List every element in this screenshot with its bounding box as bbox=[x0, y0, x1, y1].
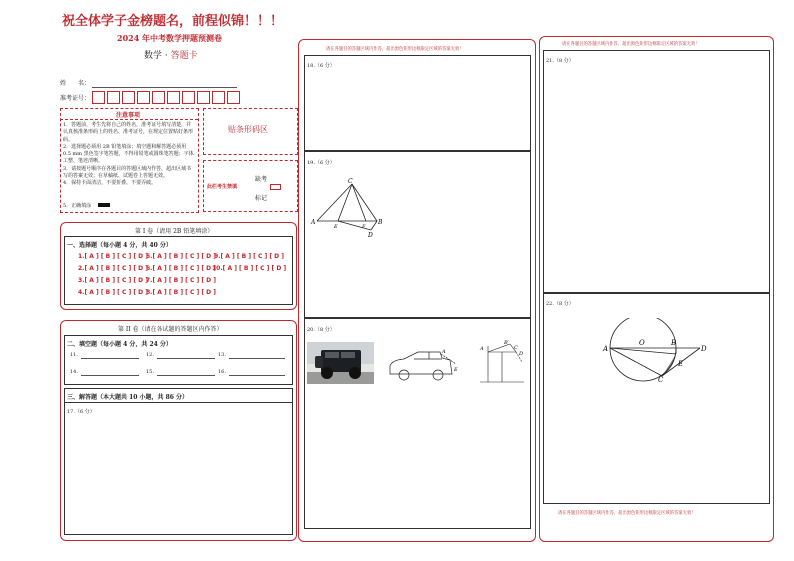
fig20-label-C: C bbox=[514, 345, 518, 351]
part1-title: 第 I 卷（请用 2B 铅笔填涂） bbox=[135, 228, 214, 235]
fill-label-11: 11. bbox=[70, 352, 78, 358]
fig20-label-Bprime: B′ bbox=[504, 340, 509, 346]
fig22-label-O: O bbox=[639, 339, 645, 347]
fill-label-13: 13. bbox=[218, 352, 226, 358]
figure-20 bbox=[478, 338, 528, 386]
choice-q1[interactable]: 1.[ A ] [ B ] [ C ] [ D ] bbox=[78, 253, 148, 260]
exam-title: 2024 年中考数学押题预测卷 bbox=[117, 33, 223, 43]
choice-q8[interactable]: 8.[ A ] [ B ] [ C ] [ D ] bbox=[146, 289, 216, 296]
choice-section-title: 一、选择题（每小题 4 分，共 40 分） bbox=[67, 242, 172, 249]
choice-row[interactable] bbox=[214, 253, 284, 260]
choice-q4[interactable]: 4.[ A ] [ B ] [ C ] [ D ] bbox=[78, 289, 148, 296]
choice-row[interactable] bbox=[78, 277, 148, 284]
fill-blank-11[interactable] bbox=[81, 358, 139, 359]
choice-q6[interactable]: 6.[ A ] [ B ] [ C ] [ D ] bbox=[146, 265, 216, 272]
fig20-label-D: D bbox=[519, 351, 524, 357]
choice-q7[interactable]: 7.[ A ] [ B ] [ C ] [ D ] bbox=[146, 277, 216, 284]
fig19-label-A: A bbox=[311, 219, 316, 226]
choice-q2[interactable]: 2.[ A ] [ B ] [ C ] [ D ] bbox=[78, 265, 148, 272]
q18-label: 18.（6 分） bbox=[307, 63, 335, 69]
fig22-label-E: E bbox=[678, 360, 684, 368]
figure-19 bbox=[310, 176, 385, 238]
solve-section-title: 三、解答题（本大题共 10 小题，共 86 分） bbox=[67, 394, 189, 401]
fill-blank-14[interactable] bbox=[81, 375, 139, 376]
fig19-label-D: D bbox=[368, 232, 373, 238]
fig19-label-B: B bbox=[378, 219, 383, 226]
note-item: 3．请按题号顺序在各题目的答题区域内作答，超出区域书写的答案无效；在草稿纸、试题卷上答题无效。 bbox=[63, 165, 192, 180]
note-item: 1．答题前，考生先将自己的姓名，准考证号填写清楚，并认真核准条形码上的姓名、准考证号，在规定位置贴好条形码。 bbox=[63, 122, 194, 143]
fig22-label-B: B bbox=[671, 339, 677, 347]
note-item: 4．保持卡面清洁，不要折叠、不要弄破。 bbox=[63, 180, 157, 187]
choice-row[interactable] bbox=[146, 265, 216, 272]
fill-blank-15[interactable] bbox=[157, 375, 215, 376]
fig20-label-A: A bbox=[442, 349, 446, 355]
car-diagram bbox=[384, 344, 464, 386]
solve-divider bbox=[64, 402, 292, 403]
q22-label: 22.（8 分） bbox=[546, 301, 574, 307]
notes-title-divider bbox=[60, 119, 198, 120]
fig20-label-E: E bbox=[454, 367, 458, 373]
fill-label-14: 14. bbox=[70, 369, 78, 375]
barcode-label: 贴条形码区 bbox=[228, 125, 268, 134]
choice-row[interactable] bbox=[78, 265, 148, 272]
fill-blank-12[interactable] bbox=[157, 358, 215, 359]
absent-line1: 缺考 bbox=[255, 176, 268, 183]
choice-row[interactable] bbox=[146, 253, 216, 260]
fill-blank-16[interactable] bbox=[229, 375, 285, 376]
notes-list bbox=[63, 122, 195, 188]
subject-label: 数学 · bbox=[144, 51, 168, 61]
fig22-label-C: C bbox=[658, 376, 664, 382]
fill-section-title: 二、填空题（每小题 4 分，共 24 分） bbox=[67, 341, 172, 348]
slogan: 祝全体学子金榜题名，前程似锦！！！ bbox=[62, 14, 284, 29]
warning-top-right: 请在各题目的答题区域内作答，超出黑色矩形边框限定区域的答案无效！ bbox=[562, 42, 700, 47]
name-label: 姓 名： bbox=[60, 80, 91, 87]
fill-blank-13[interactable] bbox=[229, 358, 285, 359]
fig19-label-C: C bbox=[348, 178, 353, 185]
correct-fill-label: 5．正确填涂 bbox=[63, 203, 92, 209]
name-field[interactable] bbox=[92, 87, 237, 88]
answer-area-18[interactable] bbox=[304, 55, 531, 152]
choice-row[interactable] bbox=[146, 277, 216, 284]
solve-box[interactable] bbox=[64, 388, 293, 535]
q17-label: 17.（6 分） bbox=[67, 409, 95, 415]
fig22-label-D: D bbox=[701, 345, 707, 353]
fig20-label-A2: A bbox=[480, 346, 484, 352]
fill-label-15: 15. bbox=[146, 369, 154, 375]
choice-row[interactable] bbox=[146, 289, 216, 296]
exam-id-label: 准考证号： bbox=[60, 95, 91, 102]
fill-label-16: 16. bbox=[218, 369, 226, 375]
q19-label: 19.（6 分） bbox=[307, 160, 335, 166]
notes-title: 注意事项 bbox=[116, 112, 141, 119]
absent-label: 此栏考生禁填 bbox=[207, 184, 238, 190]
card-subtitle bbox=[144, 48, 198, 61]
choice-row[interactable] bbox=[78, 289, 148, 296]
fig22-label-A: A bbox=[603, 345, 609, 353]
choice-q3[interactable]: 3.[ A ] [ B ] [ C ] [ D ] bbox=[78, 277, 148, 284]
absent-line2: 标记 bbox=[255, 195, 268, 202]
fig19-label-F: F bbox=[362, 224, 366, 230]
choice-row[interactable] bbox=[78, 253, 148, 260]
fig19-label-E: E bbox=[334, 224, 338, 230]
card-label: 答题卡 bbox=[170, 51, 198, 61]
choice-row[interactable] bbox=[212, 265, 286, 272]
choice-q9[interactable]: 9.[ A ] [ B ] [ C ] [ D ] bbox=[214, 253, 284, 260]
note-item: 2．选择题必须用 2B 铅笔填涂；填空题和解答题必须用 0.5 mm 黑色签字笔答题，不得用铅笔或圆珠笔答题；字体工整、笔迹清晰。 bbox=[63, 143, 194, 165]
choice-q10[interactable]: 10.[ A ] [ B ] [ C ] [ D ] bbox=[212, 265, 287, 272]
choice-q5[interactable]: 5.[ A ] [ B ] [ C ] [ D ] bbox=[146, 253, 216, 260]
absent-mark-box[interactable] bbox=[270, 184, 281, 190]
correct-fill-sample bbox=[98, 203, 110, 207]
fill-label-12: 12. bbox=[146, 352, 154, 358]
part2-title: 第 II 卷（请在各试题的答题区内作答） bbox=[118, 326, 223, 333]
answer-area-21[interactable] bbox=[543, 50, 770, 294]
car-photo bbox=[307, 342, 374, 384]
figure-22 bbox=[602, 318, 712, 382]
warning-top-middle: 请在各题目的答题区域内作答，超出黑色矩形边框限定区域的答案无效！ bbox=[326, 47, 464, 52]
q20-label: 20.（8 分） bbox=[307, 327, 335, 333]
warning-bottom-right: 请在各题目的答题区域内作答，超出黑色矩形边框限定区域的答案无效！ bbox=[558, 511, 696, 516]
q21-label: 21.（8 分） bbox=[546, 58, 574, 64]
